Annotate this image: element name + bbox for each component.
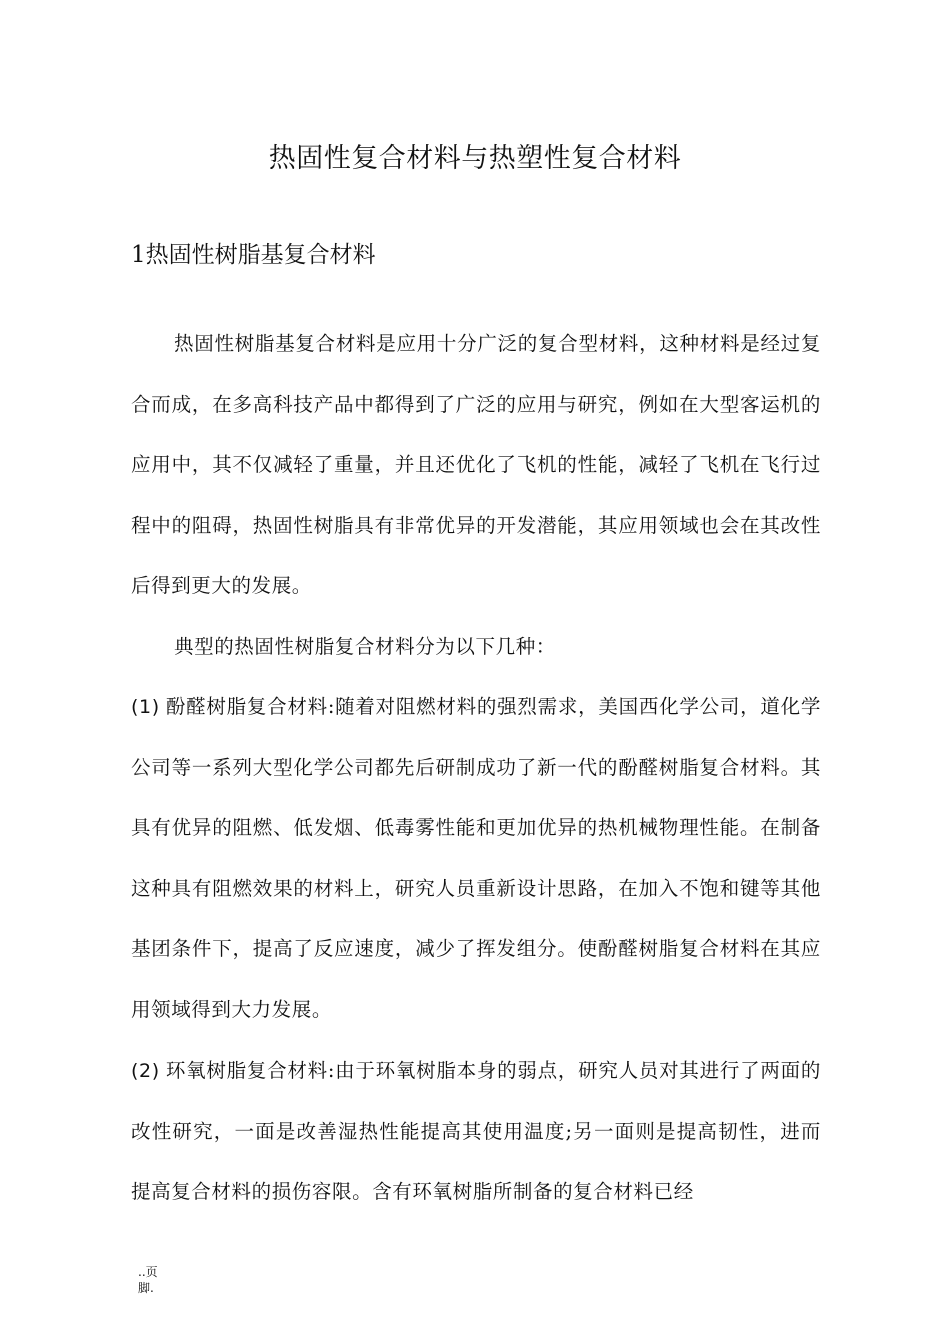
list-item-phenolic (131, 677, 821, 1040)
list-item-text: 环氧树脂复合材料:由于环氧树脂本身的弱点，研究人员对其进行了两面的改性研究，一面是改善湿热性能提高其使用温度;另一面则是提高韧性，进而提高复合材料的损伤容限。含有环氧树脂所制备的复合材料已经 (131, 1059, 821, 1203)
list-item-number: (2) (131, 1060, 160, 1082)
document-title: 热固性复合材料与热塑性复合材料 (268, 143, 682, 174)
list-item-text: 酚醛树脂复合材料:随着对阻燃材料的强烈需求，美国西化学公司，道化学公司等一系列大型化学公司都先后研制成功了新一代的酚醛树脂复合材料。其具有优异的阻燃、低发烟、低毒雾性能和更加优异的热机械物理性能。在制备这种具有阻燃效果的材料上，研究人员重新设计思路，在加入不饱和键等其他基团条件下，提高了反应速度，减少了挥发组分。使酚醛树脂复合材料在其应用领域得到大力发展。 (131, 695, 821, 1021)
list-item-number: (1) (131, 696, 160, 718)
footer-line: 脚. (138, 1281, 154, 1295)
list-item-epoxy (131, 1041, 821, 1223)
page-footer (138, 1264, 178, 1296)
footer-line: ..页 (138, 1265, 158, 1279)
section-number: 1 (131, 242, 146, 268)
paragraph-intro: 热固性树脂基复合材料是应用十分广泛的复合型材料，这种材料是经过复合而成，在多高科技产品中都得到了广泛的应用与研究，例如在大型客运机的应用中，其不仅减轻了重量，并且还优化了飞机的性能，减轻了飞机在飞行过程中的阻碍，热固性树脂具有非常优异的开发潜能，其应用领域也会在其改性后得到更大的发展。 (131, 332, 821, 597)
section-heading-text: 热固性树脂基复合材料 (145, 242, 376, 268)
paragraph-types-lead: 典型的热固性树脂复合材料分为以下几种： (174, 635, 556, 658)
section-heading (131, 235, 376, 275)
